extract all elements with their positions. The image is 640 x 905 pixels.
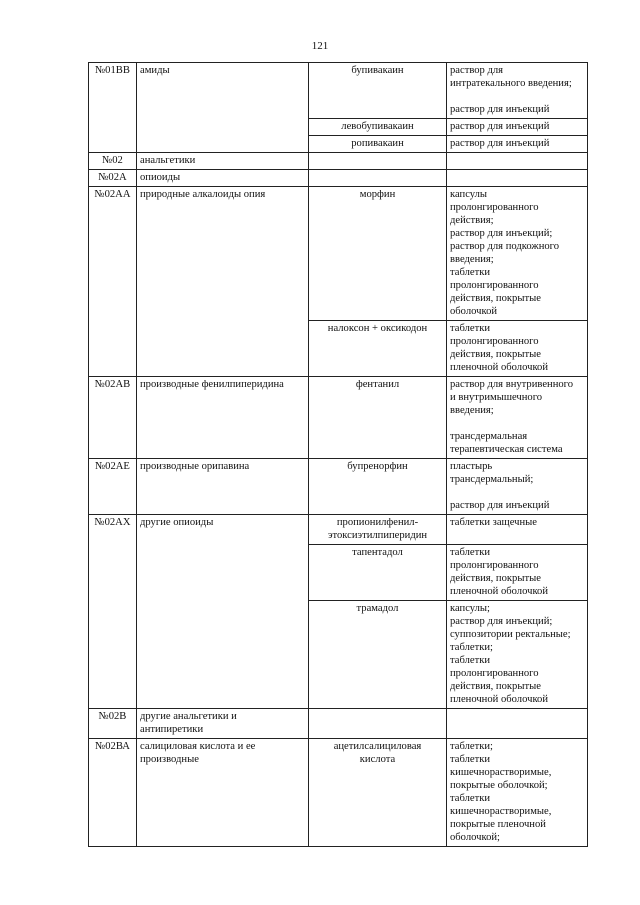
text-line: интратекального введения;	[450, 78, 572, 89]
page-number: 121	[311, 40, 329, 52]
atc-code-cell: №02В	[89, 709, 137, 739]
text-line: пленочной оболочкой	[450, 694, 549, 705]
drug-name-cell	[309, 187, 447, 321]
text-line: действия, покрытые	[450, 681, 541, 692]
table-row	[89, 739, 588, 847]
text-line: действия, покрытые	[450, 349, 541, 360]
text-line: таблетки	[450, 267, 491, 278]
text-line: капсулы	[450, 189, 488, 200]
group-name-cell	[137, 739, 309, 847]
text-line: пролонгированного	[450, 668, 539, 679]
text-line: пролонгированного	[450, 202, 539, 213]
text-line: раствор для инъекций;	[450, 616, 553, 627]
text-line: и внутримышечного	[450, 392, 543, 403]
text-line: раствор для инъекций	[450, 500, 550, 511]
group-name-cell	[137, 153, 309, 170]
text-line: пленочной оболочкой	[450, 586, 549, 597]
dosage-form-cell	[447, 739, 588, 847]
text-line: таблетки	[450, 793, 491, 804]
blank-line	[450, 486, 584, 499]
text-line: производные фенилпиперидина	[140, 379, 284, 390]
text-line: пластырь	[450, 461, 493, 472]
text-line: опиоиды	[140, 172, 181, 183]
dosage-form-cell	[447, 709, 588, 739]
dosage-form-cell	[447, 601, 588, 709]
atc-code-cell: №02АЕ	[89, 459, 137, 515]
text-line: морфин	[359, 189, 396, 200]
text-line: раствор для инъекций;	[450, 228, 553, 239]
text-line: пролонгированного	[450, 280, 539, 291]
text-line: раствор для подкожного	[450, 241, 560, 252]
text-line: трансдермальная	[450, 431, 528, 442]
text-line: этоксиэтилпиперидин	[327, 530, 428, 541]
text-line: действия, покрытые	[450, 293, 541, 304]
dosage-form-cell	[447, 153, 588, 170]
text-line: пленочной оболочкой	[450, 362, 549, 373]
text-line: таблетки	[450, 754, 491, 765]
text-line: фентанил	[355, 379, 400, 390]
text-line: таблетки;	[450, 642, 493, 653]
text-line: пролонгированного	[450, 560, 539, 571]
dosage-form-cell	[447, 187, 588, 321]
table-row	[89, 377, 588, 459]
text-line: раствор для инъекций	[450, 121, 550, 132]
drug-name-cell	[309, 321, 447, 377]
blank-line	[450, 90, 584, 103]
text-line: природные алкалоиды опия	[140, 189, 266, 200]
group-name-cell	[137, 459, 309, 515]
dosage-form-cell	[447, 459, 588, 515]
text-line: налоксон + оксикодон	[327, 323, 428, 334]
text-line: ропивакаин	[351, 138, 404, 149]
text-line: кислота	[359, 754, 396, 765]
group-name-cell	[137, 170, 309, 187]
atc-code-cell: №02ВА	[89, 739, 137, 847]
text-line: другие опиоиды	[140, 517, 214, 528]
table-row	[89, 709, 588, 739]
dosage-form-cell	[447, 377, 588, 459]
drug-name-cell	[309, 709, 447, 739]
table-row	[89, 459, 588, 515]
atc-code-cell: №02АХ	[89, 515, 137, 709]
text-line: раствор для инъекций	[450, 138, 550, 149]
text-line: таблетки защечные	[450, 517, 537, 528]
text-line: раствор для инъекций	[450, 104, 550, 115]
text-line: действия, покрытые	[450, 573, 541, 584]
text-line: анальгетики	[140, 155, 196, 166]
table-row	[89, 187, 588, 321]
drug-name-cell	[309, 377, 447, 459]
drug-classification-table	[88, 62, 588, 847]
dosage-form-cell	[447, 63, 588, 119]
drug-name-cell	[309, 739, 447, 847]
drug-name-cell	[309, 63, 447, 119]
dosage-form-cell	[447, 545, 588, 601]
drug-name-cell	[309, 601, 447, 709]
dosage-form-cell	[447, 119, 588, 136]
text-line: пропионилфенил-	[336, 517, 419, 528]
dosage-form-cell	[447, 515, 588, 545]
text-line: оболочкой;	[450, 832, 500, 843]
group-name-cell	[137, 187, 309, 377]
text-line: таблетки	[450, 323, 491, 334]
text-line: амиды	[140, 65, 170, 76]
text-line: кишечнорастворимые,	[450, 806, 552, 817]
text-line: покрытые пленочной	[450, 819, 546, 830]
atc-code-cell: №02	[89, 153, 137, 170]
text-line: терапевтическая система	[450, 444, 563, 455]
text-line: бупренорфин	[347, 461, 408, 472]
text-line: другие анальгетики и	[140, 711, 237, 722]
atc-code-cell: №02АВ	[89, 377, 137, 459]
table-row	[89, 515, 588, 545]
text-line: кишечнорастворимые,	[450, 767, 552, 778]
text-line: трансдермальный;	[450, 474, 534, 485]
drug-name-cell	[309, 459, 447, 515]
text-line: бупивакаин	[351, 65, 404, 76]
drug-name-cell	[309, 119, 447, 136]
dosage-form-cell	[447, 136, 588, 153]
drug-name-cell	[309, 153, 447, 170]
group-name-cell	[137, 63, 309, 153]
text-line: салициловая кислота и ее	[140, 741, 256, 752]
text-line: действия;	[450, 215, 494, 226]
dosage-form-cell	[447, 321, 588, 377]
text-line: трамадол	[356, 603, 399, 614]
dosage-form-cell	[447, 170, 588, 187]
text-line: введения;	[450, 405, 494, 416]
drug-name-cell	[309, 545, 447, 601]
text-line: антипиретики	[140, 724, 204, 735]
text-line: таблетки;	[450, 741, 493, 752]
text-line: оболочкой	[450, 306, 498, 317]
group-name-cell	[137, 377, 309, 459]
text-line: суппозитории ректальные;	[450, 629, 571, 640]
drug-name-cell	[309, 170, 447, 187]
text-line: таблетки	[450, 655, 491, 666]
text-line: раствор для	[450, 65, 504, 76]
text-line: производные орипавина	[140, 461, 250, 472]
atc-code-cell: №02А	[89, 170, 137, 187]
group-name-cell	[137, 709, 309, 739]
drug-name-cell	[309, 515, 447, 545]
text-line: тапентадол	[352, 547, 403, 558]
atc-code-cell: №01ВВ	[89, 63, 137, 153]
text-line: таблетки	[450, 547, 491, 558]
text-line: капсулы;	[450, 603, 490, 614]
drug-name-cell	[309, 136, 447, 153]
text-line: левобупивакаин	[341, 121, 414, 132]
table-row	[89, 153, 588, 170]
text-line: введения;	[450, 254, 494, 265]
table-row	[89, 170, 588, 187]
blank-line	[450, 417, 584, 430]
text-line: покрытые оболочкой;	[450, 780, 548, 791]
text-line: пролонгированного	[450, 336, 539, 347]
group-name-cell	[137, 515, 309, 709]
text-line: производные	[140, 754, 199, 765]
text-line: ацетилсалициловая	[333, 741, 422, 752]
table-row	[89, 63, 588, 119]
text-line: раствор для внутривенного	[450, 379, 574, 390]
atc-code-cell: №02АА	[89, 187, 137, 377]
